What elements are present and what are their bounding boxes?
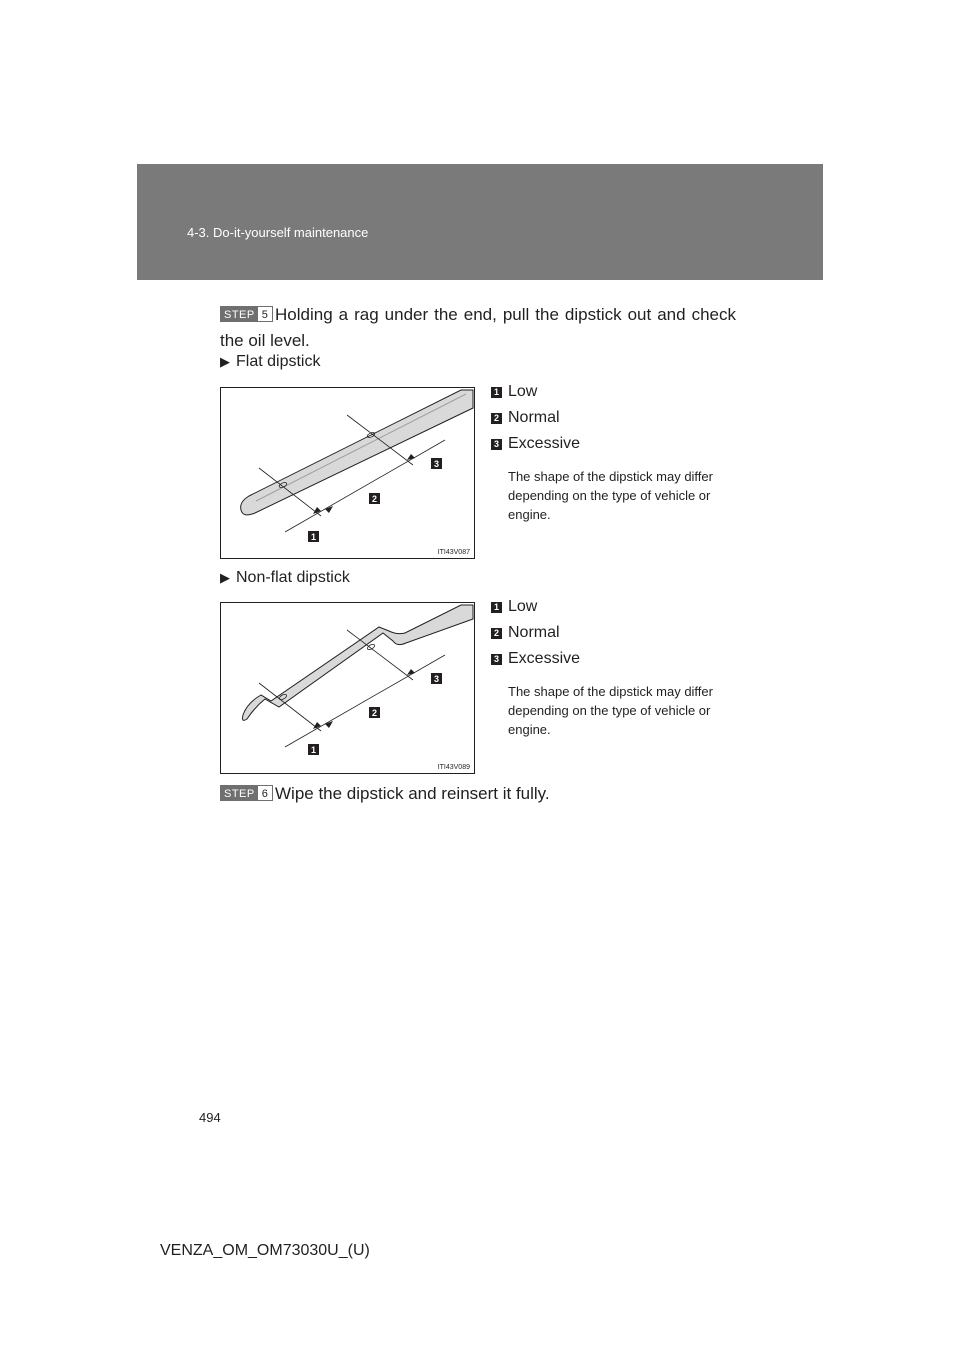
legend-number: 3 <box>491 439 502 450</box>
legend-label: Low <box>508 383 538 400</box>
variant-flat-label <box>220 353 320 371</box>
step-word: STEP <box>221 307 258 321</box>
callout-1-label: 1 <box>310 532 317 542</box>
nonflat-legend <box>491 594 743 739</box>
callout-1-label: 1 <box>310 745 317 755</box>
callout-3-label: 3 <box>433 459 440 469</box>
legend-label: Excessive <box>508 435 581 452</box>
callout-2-label: 2 <box>371 494 378 504</box>
legend-label: Normal <box>508 409 560 426</box>
step-6-badge <box>220 785 273 801</box>
dipstick-body <box>243 605 474 720</box>
nonflat-dipstick-illustration <box>221 603 474 773</box>
legend-number: 2 <box>491 413 502 424</box>
step-6-text: Wipe the dipstick and reinsert it fully. <box>275 784 550 803</box>
flat-dipstick-figure <box>220 387 475 559</box>
legend-label: Low <box>508 598 538 615</box>
legend-item-low <box>491 379 743 405</box>
step-number: 6 <box>258 786 272 800</box>
legend-number: 2 <box>491 628 502 639</box>
legend-number: 1 <box>491 387 502 398</box>
variant-label-text: Non-flat dipstick <box>236 569 350 586</box>
legend-label: Excessive <box>508 650 581 667</box>
dipstick-note: The shape of the dipstick may differ depending on the type of vehicle or engine. <box>508 684 713 737</box>
legend-item-excessive <box>491 431 743 457</box>
legend-label: Normal <box>508 624 560 641</box>
legend-item-excessive <box>491 646 743 672</box>
legend-number: 1 <box>491 602 502 613</box>
legend-item-normal <box>491 405 743 431</box>
section-header <box>137 164 823 280</box>
step-number: 5 <box>258 307 272 321</box>
step-5-text: Holding a rag under the end, pull the dipstick out and check the oil level. <box>220 305 736 350</box>
legend-number: 3 <box>491 654 502 665</box>
dipstick-note: The shape of the dipstick may differ depending on the type of vehicle or engine. <box>508 469 713 522</box>
step-word: STEP <box>221 786 258 800</box>
legend-item-normal <box>491 620 743 646</box>
callout-2-label: 2 <box>371 708 378 718</box>
bullet-arrow-icon: ▶ <box>220 570 230 585</box>
page-number: 494 <box>199 1110 221 1125</box>
section-title: 4-3. Do-it-yourself maintenance <box>187 225 369 240</box>
bullet-arrow-icon: ▶ <box>220 354 230 369</box>
dipstick-edge <box>256 394 466 501</box>
figure-code: ITI43V087 <box>437 549 470 556</box>
variant-nonflat-label <box>220 569 350 587</box>
figure-code: ITI43V089 <box>437 764 470 771</box>
high-mark <box>367 643 376 650</box>
flat-dipstick-illustration <box>221 388 474 558</box>
flat-legend <box>491 379 743 524</box>
variant-label-text: Flat dipstick <box>236 353 321 370</box>
legend-item-low <box>491 594 743 620</box>
document-code: VENZA_OM_OM73030U_(U) <box>160 1242 370 1259</box>
callout-3-label: 3 <box>433 674 440 684</box>
nonflat-dipstick-figure <box>220 602 475 774</box>
dimension-line <box>285 655 445 747</box>
